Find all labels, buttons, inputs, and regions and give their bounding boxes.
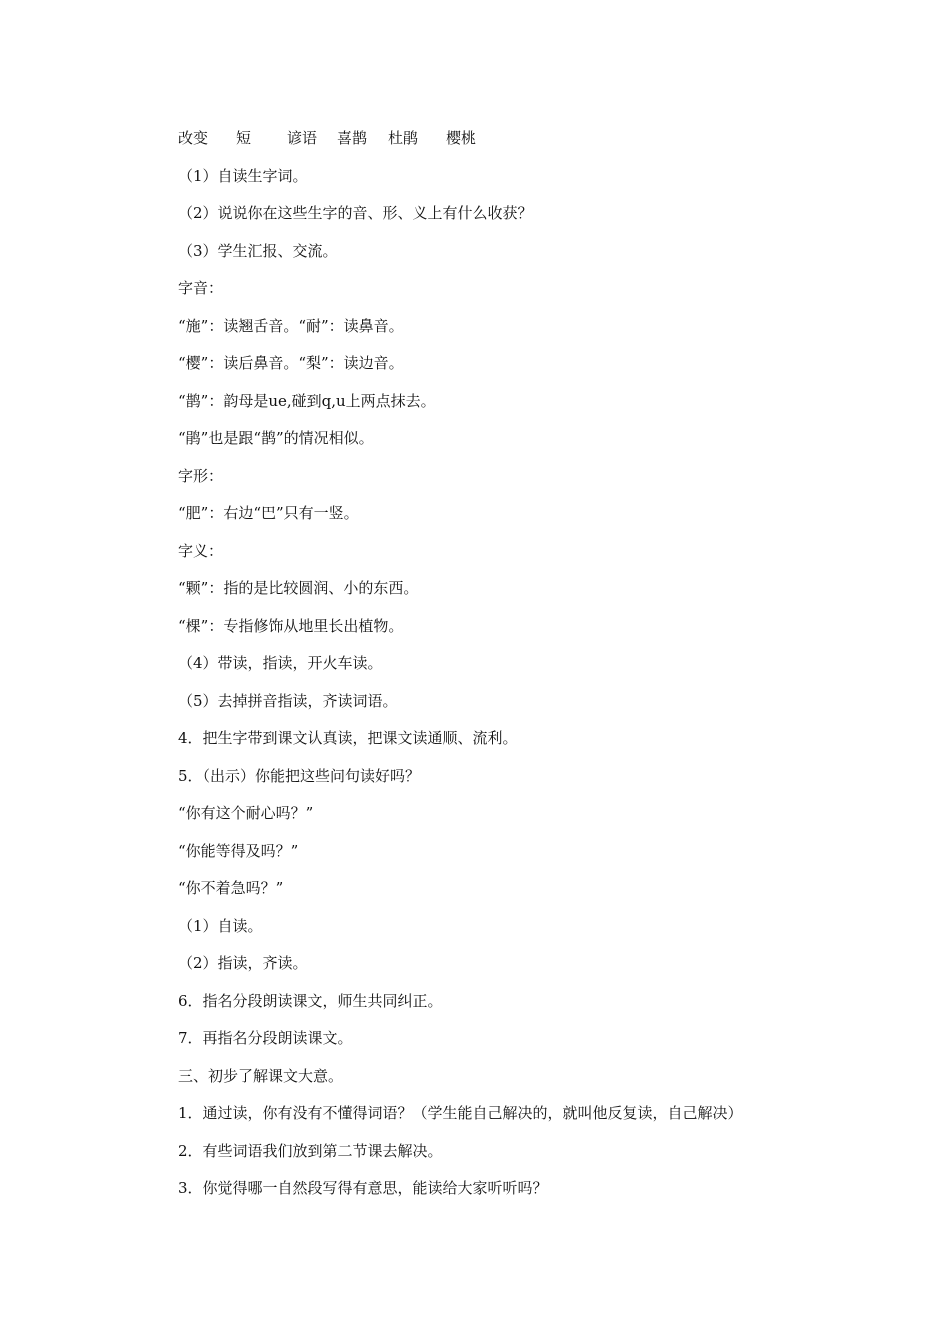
- text-line: 6．指名分段朗读课文，师生共同纠正。: [178, 992, 443, 1010]
- text-line: （5）去掉拼音指读，齐读词语。: [178, 692, 398, 710]
- vocab-word: 改变: [178, 129, 209, 147]
- text-line: “肥”：右边“巴”只有一竖。: [178, 504, 359, 522]
- text-line: （4）带读，指读，开火车读。: [178, 654, 383, 672]
- text-line: 2．有些词语我们放到第二节课去解决。: [178, 1142, 443, 1160]
- text-line: （2）指读，齐读。: [178, 954, 308, 972]
- text-line: 7．再指名分段朗读课文。: [178, 1029, 353, 1047]
- section-heading: 字音：: [178, 279, 224, 297]
- text-line: （1）自读。: [178, 917, 263, 935]
- quote-line: “你有这个耐心吗？”: [178, 804, 314, 822]
- vocab-word: 喜鹊: [337, 129, 368, 147]
- text-line: 5．（出示）你能把这些问句读好吗？: [178, 767, 421, 785]
- vocab-word: 杜鹃: [388, 129, 419, 147]
- text-line: “棵”：专指修饰从地里长出植物。: [178, 617, 404, 635]
- text-line: “施”：读翘舌音。“耐”：读鼻音。: [178, 317, 404, 335]
- text-line: （2）说说你在这些生字的音、形、义上有什么收获？: [178, 204, 533, 222]
- text-line: 3．你觉得哪一自然段写得有意思，能读给大家听听吗？: [178, 1179, 548, 1197]
- text-line: “鹊”：韵母是ue,碰到q,u上两点抹去。: [178, 392, 436, 410]
- vocab-word: 樱桃: [446, 129, 477, 147]
- text-line: “鹃”也是跟“鹊”的情况相似。: [178, 429, 374, 447]
- text-line: （1）自读生字词。: [178, 167, 308, 185]
- quote-line: “你能等得及吗？”: [178, 842, 299, 860]
- text-line: （3）学生汇报、交流。: [178, 242, 338, 260]
- quote-line: “你不着急吗？”: [178, 879, 284, 897]
- text-line: “颗”：指的是比较圆润、小的东西。: [178, 579, 419, 597]
- section-heading: 三、初步了解课文大意。: [178, 1067, 344, 1085]
- section-heading: 字形：: [178, 467, 224, 485]
- section-heading: 字义：: [178, 542, 224, 560]
- text-line: 4．把生字带到课文认真读，把课文读通顺、流利。: [178, 729, 518, 747]
- text-line: “樱”：读后鼻音。“梨”：读边音。: [178, 354, 404, 372]
- text-line: 1．通过读，你有没有不懂得词语？（学生能自己解决的，就叫他反复读，自己解决）: [178, 1104, 743, 1122]
- vocab-word: 谚语: [287, 129, 318, 147]
- vocab-word: 短: [236, 129, 252, 147]
